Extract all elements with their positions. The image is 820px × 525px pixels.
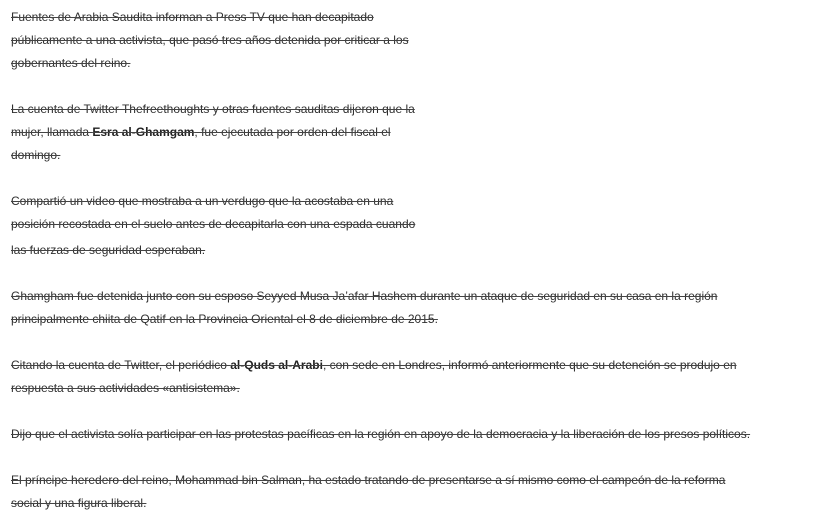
text-line: Fuentes de Arabia Saudita informan a Press TV que han decapitado	[11, 10, 374, 24]
text-line: respuesta a sus actividades «antisistema».	[11, 381, 240, 395]
text-line: El príncipe heredero del reino, Mohammad bin Salman, ha estado tratando de presentarse a sí mismo como el campeón de la reforma	[11, 473, 726, 487]
text-line: públicamente a una activista, que pasó tres años detenida por criticar a los	[11, 33, 409, 47]
paragraph-gap	[11, 75, 816, 98]
text-line: Dijo que el activista solía participar en las protestas pacíficas en la región en apoyo de la democracia y la liberación de los presos políticos.	[11, 427, 751, 441]
article-body	[11, 6, 816, 515]
paragraph-gap	[11, 262, 816, 285]
text-segment: mujer, llamada	[11, 125, 93, 139]
text-line	[11, 121, 461, 144]
text-line: gobernantes del reino.	[11, 56, 131, 70]
text-line	[11, 354, 816, 377]
text-line: Compartió un video que mostraba a un verdugo que la acostaba en una	[11, 194, 394, 208]
paragraph-3	[11, 190, 461, 262]
paragraph-4	[11, 285, 816, 331]
text-segment: , con sede en Londres, informó anteriormente que su detención se produjo en	[322, 358, 737, 372]
paragraph-5	[11, 354, 816, 400]
paragraph-6	[11, 423, 816, 446]
text-line: social y una figura liberal.	[11, 496, 147, 510]
paragraph-gap	[11, 167, 816, 190]
text-segment: Citando la cuenta de Twitter, el periódico	[11, 358, 231, 372]
paragraph-2	[11, 98, 461, 167]
paragraph-gap	[11, 331, 816, 354]
text-line: posición recostada en el suelo antes de decapitarla con una espada cuando	[11, 217, 416, 231]
text-line: Ghamgham fue detenida junto con su esposo Seyyed Musa Ja’afar Hashem durante un ataque de seguridad en su casa en la región	[11, 289, 718, 303]
paragraph-1	[11, 6, 461, 75]
person-name-bold: Esra al-Ghamgam	[92, 125, 195, 139]
paragraph-7	[11, 469, 816, 515]
paragraph-gap	[11, 446, 816, 469]
text-line: domingo.	[11, 148, 61, 162]
newspaper-name-bold: al-Quds al-Arabi	[230, 358, 323, 372]
text-line: La cuenta de Twitter Thefreethoughts y otras fuentes sauditas dijeron que la	[11, 102, 415, 116]
text-line: principalmente chiita de Qatif en la Provincia Oriental el 8 de diciembre de 2015.	[11, 312, 438, 326]
text-segment: , fue ejecutada por orden del fiscal el	[194, 125, 391, 139]
paragraph-gap	[11, 400, 816, 423]
text-line: las fuerzas de seguridad esperaban.	[11, 243, 206, 257]
